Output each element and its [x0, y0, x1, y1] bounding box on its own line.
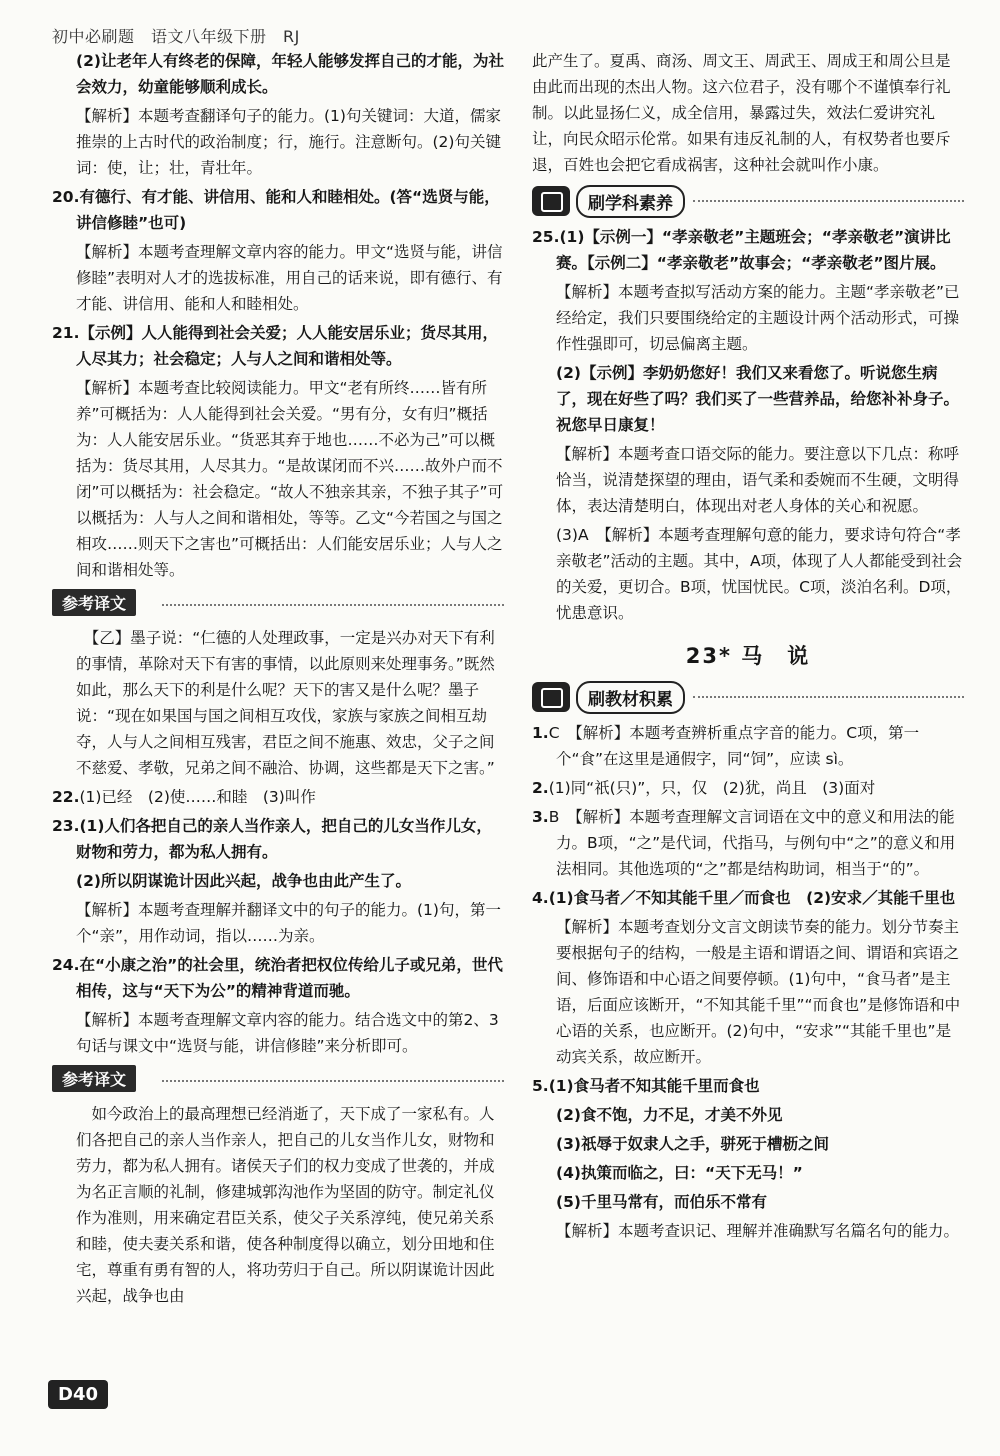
question-number: 24. [52, 956, 80, 974]
question-number: 23. [52, 817, 80, 835]
answer-paragraph [52, 784, 504, 810]
section-heading-translation [52, 589, 504, 619]
answer-text: 此产生了。夏禹、商汤、周文王、周武王、周成王和周公旦是由此而出现的杰出人物。这六位君子，没有哪个不谨慎奉行礼制。以此显扬仁义，成全信用，暴露过失，效法仁爱讲究礼让，向民众昭示伦常。如果有违反礼制的人，有权势者也要斥退，百姓也会把它看成祸害，这种社会就叫作小康。 [532, 52, 951, 174]
answer-text: (2)让老年人有终老的保障，年轻人能够发挥自己的才能，为社会效力，幼童能够顺利成长。 [76, 52, 504, 96]
answer-paragraph [532, 914, 964, 1070]
answer-paragraph [52, 868, 504, 894]
answer-text: (2)食不饱，力不足，才美不外见 [556, 1106, 783, 1124]
question-number: 3. [532, 808, 549, 826]
answer-text: 【解析】本题考查翻译句子的能力。(1)句关键词：大道，儒家推崇的上古时代的政治制度；行，施行。注意断句。(2)句关键词：使，让；壮，青壮年。 [76, 107, 501, 177]
lesson-title: 23* 马 说 [685, 644, 811, 668]
question-number: 1. [532, 724, 549, 742]
answer-text: (1)同“祇(只)”，只，仅 (2)犹，尚且 (3)面对 [548, 779, 876, 797]
answer-text: 如今政治上的最高理想已经消逝了，天下成了一家私有。人们各把自己的亲人当作亲人，把自己的儿女当作儿女，财物和劳力，都为私人拥有。诸侯天子们的权力变成了世袭的，并成为名正言顺的礼制，修建城郭沟池作为坚固的防守。制定礼仪作为准则，用来确定君臣关系，使父子关系淳纯，使兄弟关系和睦，使夫妻关系和谐，使各种制度得以确立，划分田地和住宅，尊重有勇有智的人，将功劳归于自己。所以阴谋诡计因此兴起，战争也由 [76, 1105, 495, 1305]
answer-paragraph [532, 1102, 964, 1128]
answer-text: (1)已经 (2)使……和睦 (3)叫作 [79, 788, 316, 806]
running-header: 初中必刷题 语文八年级下册 RJ [52, 27, 300, 46]
answer-text: (1)食马者／不知其能千里／而食也 (2)安求／其能千里也 [548, 889, 956, 907]
answer-text: 【解析】本题考查理解并翻译文中的句子的能力。(1)句，第一个“亲”，用作动词，指以……为亲。 [76, 901, 501, 945]
answer-paragraph [532, 1160, 964, 1186]
section-badge [532, 680, 964, 714]
answer-text: 【示例】人人能得到社会关爱；人人能安居乐业；货尽其用，人尽其力；社会稳定；人与人之间和谐相处等。 [76, 324, 498, 368]
answer-paragraph [532, 48, 964, 178]
answer-paragraph [52, 375, 504, 583]
question-number: 22. [52, 788, 80, 806]
answer-text: 【解析】本题考查识记、理解并准确默写名篇名句的能力。 [556, 1222, 960, 1240]
answer-text: (2)所以阴谋诡计因此兴起，战争也由此产生了。 [76, 872, 411, 890]
answer-text: 【解析】本题考查比较阅读能力。甲文“老有所终……皆有所养”可概括为：人人能得到社会关爱。“男有分，女有归”概括为：人人能安居乐业。“货恶其弃于地也……不必为己”可以概括为：货尽其用，人尽其力。“是故谋闭而不兴……故外户而不闭”可以概括为：社会稳定。“故人不独亲其亲，不独子其子”可以概括为：人与人之间和谐相处，等等。乙文“今若国之与国之相攻……则天下之害也”可概括出：人们能安居乐业；人与人之间和谐相处等。 [76, 379, 504, 579]
answer-text: 【解析】本题考查理解文章内容的能力。甲文“选贤与能，讲信修睦”表明对人才的选拔标准，用自己的话来说，即有德行、有才能、讲信用、能和人和睦相处。 [76, 243, 503, 313]
section-badge-label: 刷教材积累 [576, 681, 685, 714]
left-column [52, 48, 504, 1312]
answer-paragraph [532, 279, 964, 357]
answer-paragraph [532, 804, 964, 882]
answer-paragraph [52, 1007, 504, 1059]
question-number: 21. [52, 324, 80, 342]
question-number: 25. [532, 228, 560, 246]
answer-text: 【解析】本题考查理解文章内容的能力。结合选文中的第2、3句话与课文中“选贤与能，讲信修睦”来分析即可。 [76, 1011, 499, 1055]
question-number: 5. [532, 1077, 549, 1095]
answer-text: (2)【示例】李奶奶您好！我们又来看您了。听说您生病了，现在好些了吗？我们买了一些营养品，给您补补身子。祝您早日康复！ [556, 364, 960, 434]
answer-paragraph [52, 184, 504, 236]
section-heading-label: 参考译文 [52, 1065, 136, 1092]
answer-paragraph [532, 1218, 964, 1244]
answer-paragraph [532, 720, 964, 772]
answer-paragraph [532, 885, 964, 911]
answer-paragraph [52, 239, 504, 317]
answer-paragraph [532, 522, 964, 626]
page-number: D40 [48, 1380, 108, 1409]
book-icon [532, 682, 570, 712]
answer-paragraph [532, 1131, 964, 1157]
answer-paragraph [532, 224, 964, 276]
answer-text: 有德行、有才能、讲信用、能和人和睦相处。(答“选贤与能，讲信修睦”也可) [76, 188, 500, 232]
question-number: 2. [532, 779, 549, 797]
answer-text: 【解析】本题考查口语交际的能力。要注意以下几点：称呼恰当，说清楚探望的理由，语气柔和委婉而不生硬，文明得体，表达清楚明白，体现出对老人身体的关心和祝愿。 [556, 445, 960, 515]
section-badge [532, 184, 964, 218]
answer-text: 【解析】本题考查划分文言文朗读节奏的能力。划分节奏主要根据句子的结构，一般是主语和谓语之间、谓语和宾语之间、修饰语和中心语之间要停顿。(1)句中，“食马者”是主语，后面应该断开，“不知其能千里”“而食也”是修饰语和中心语的关系，也应断开。(2)句中，“安求”“其能千里也”是动宾关系，故应断开。 [556, 918, 961, 1066]
answer-text: C 【解析】本题考查辨析重点字音的能力。C项，第一个“食”在这里是通假字，同“饲”，应读 sì。 [548, 724, 920, 768]
answer-text: 【乙】墨子说：“仁德的人处理政事，一定是兴办对天下有利的事情，革除对天下有害的事情，以此原则来处理事务。”既然如此，那么天下的利是什么呢？天下的害又是什么呢？墨子说：“现在如果国与国之间相互攻伐，家族与家族之间相互劫夺，人与人之间相互残害，君臣之间不施惠、效忠，父子之间不慈爱、孝敬，兄弟之间不融洽、协调，这些都是天下之害。” [76, 629, 495, 777]
answer-text: 在“小康之治”的社会里，统治者把权位传给儿子或兄弟，世代相传，这与“天下为公”的精神背道而驰。 [76, 956, 503, 1000]
answer-paragraph [52, 813, 504, 865]
answer-text: (1)人们各把自己的亲人当作亲人，把自己的儿女当作儿女，财物和劳力，都为私人拥有。 [76, 817, 492, 861]
answer-text: (5)千里马常有，而伯乐不常有 [556, 1193, 767, 1211]
question-number: 20. [52, 188, 80, 206]
answer-paragraph [532, 441, 964, 519]
answer-paragraph [52, 952, 504, 1004]
answer-paragraph [52, 625, 504, 781]
answer-paragraph [52, 897, 504, 949]
answer-text: (4)执策而临之，曰：“天下无马！” [556, 1164, 803, 1182]
answer-paragraph [52, 320, 504, 372]
answer-text: (1)【示例一】“孝亲敬老”主题班会；“孝亲敬老”演讲比赛。【示例二】“孝亲敬老”故事会；“孝亲敬老”图片展。 [556, 228, 951, 272]
answer-paragraph [532, 775, 964, 801]
answer-paragraph [532, 360, 964, 438]
answer-text: B 【解析】本题考查理解文言词语在文中的意义和用法的能力。B项，“之”是代词，代指马，与例句中“之”的意义和用法相同。其他选项的“之”都是结构助词，相当于“的”。 [548, 808, 956, 878]
section-heading-label: 参考译文 [52, 589, 136, 616]
section-heading-translation [52, 1065, 504, 1095]
answer-text: (3)A 【解析】本题考查理解句意的能力，要求诗句符合“孝亲敬老”活动的主题。其中，A项，体现了人人都能受到社会的关爱，更切合。B项，忧国忧民。C项，淡泊名利。D项，忧患意识。 [556, 526, 963, 622]
answer-text: (3)祇辱于奴隶人之手，骈死于槽枥之间 [556, 1135, 829, 1153]
answer-paragraph [532, 1073, 964, 1099]
section-badge-label: 刷学科素养 [576, 185, 685, 218]
answer-paragraph [52, 48, 504, 100]
question-number: 4. [532, 889, 549, 907]
book-icon [532, 186, 570, 216]
answer-text: 【解析】本题考查拟写活动方案的能力。主题“孝亲敬老”已经给定，我们只要围绕给定的主题设计两个活动形式，可操作性强即可，切忌偏离主题。 [556, 283, 960, 353]
answer-paragraph [52, 103, 504, 181]
right-column [532, 48, 964, 1247]
answer-text: (1)食马者不知其能千里而食也 [548, 1077, 760, 1095]
answer-paragraph [52, 1101, 504, 1309]
answer-paragraph [532, 1189, 964, 1215]
